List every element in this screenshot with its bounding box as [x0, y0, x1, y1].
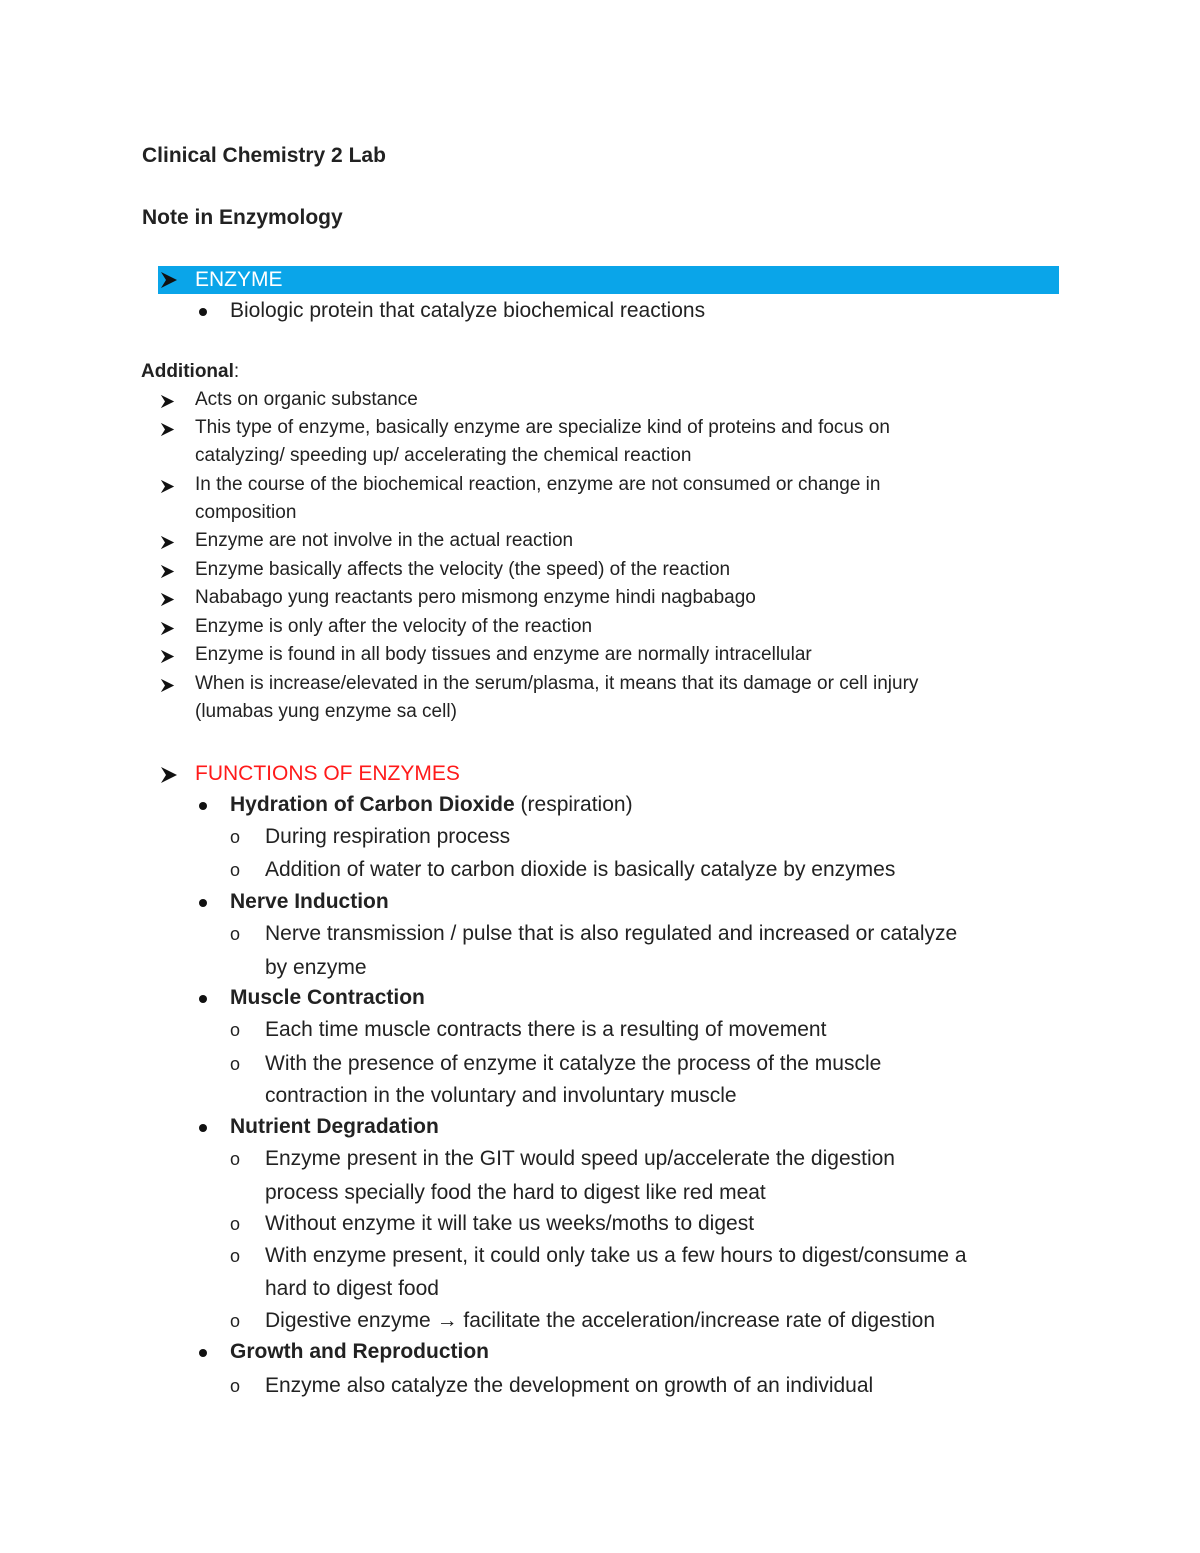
circle-bullet-icon: o — [230, 860, 241, 880]
document-subtitle: Note in Enzymology — [142, 206, 343, 229]
function-sub-item: Each time muscle contracts there is a resulting of movement — [265, 1018, 827, 1041]
function-title: Muscle Contraction — [230, 986, 425, 1009]
function-sub-item-cont: hard to digest food — [265, 1277, 439, 1300]
additional-item-cont: composition — [195, 502, 297, 523]
additional-item: This type of enzyme, basically enzyme are specialize kind of proteins and focus on — [195, 417, 890, 438]
dot-bullet-icon — [199, 995, 207, 1003]
function-title: Nerve Induction — [230, 890, 389, 913]
additional-item: Enzyme basically affects the velocity (the speed) of the reaction — [195, 559, 731, 580]
dot-bullet-icon — [199, 802, 207, 810]
function-sub-item-cont: process specially food the hard to digest like red meat — [265, 1181, 766, 1204]
function-sub-item-cont: by enzyme — [265, 956, 367, 979]
enzyme-heading-highlight — [158, 266, 1059, 294]
additional-item: Acts on organic substance — [195, 389, 418, 410]
function-item — [230, 986, 425, 1010]
additional-item: Nababago yung reactants pero mismong enzyme hindi nagbabago — [195, 587, 756, 608]
function-sub-item: Enzyme also catalyze the development on growth of an individual — [265, 1374, 874, 1397]
additional-item-cont: catalyzing/ speeding up/ accelerating the chemical reaction — [195, 445, 692, 466]
additional-label-text: Additional — [141, 361, 234, 382]
circle-bullet-icon: o — [230, 1311, 241, 1331]
function-suffix: (respiration) — [514, 793, 633, 816]
dot-bullet-icon — [199, 899, 207, 907]
functions-heading: FUNCTIONS OF ENZYMES — [195, 762, 460, 785]
circle-bullet-icon: o — [230, 1214, 241, 1234]
circle-bullet-icon: o — [230, 1246, 241, 1266]
additional-item: When is increase/elevated in the serum/plasma, it means that its damage or cell injury — [195, 673, 919, 694]
additional-item: In the course of the biochemical reaction, enzyme are not consumed or change in — [195, 474, 881, 495]
dot-bullet-icon — [199, 1349, 207, 1357]
additional-item: Enzyme are not involve in the actual reaction — [195, 530, 574, 551]
document-title: Clinical Chemistry 2 Lab — [142, 144, 386, 167]
function-sub-item: Enzyme present in the GIT would speed up/accelerate the digestion — [265, 1147, 895, 1170]
additional-label-colon: : — [233, 361, 240, 382]
function-sub-item — [265, 1309, 935, 1333]
dot-bullet-icon — [199, 308, 207, 316]
function-item — [230, 1340, 489, 1364]
additional-item: Enzyme is only after the velocity of the reaction — [195, 616, 593, 637]
function-title: Nutrient Degradation — [230, 1115, 439, 1138]
function-item — [230, 1115, 439, 1139]
function-sub-item: With the presence of enzyme it catalyze the process of the muscle — [265, 1052, 882, 1075]
circle-bullet-icon: o — [230, 1020, 241, 1040]
circle-bullet-icon: o — [230, 1054, 241, 1074]
function-title: Growth and Reproduction — [230, 1340, 489, 1363]
circle-bullet-icon: o — [230, 1376, 241, 1396]
function-sub-item: Nerve transmission / pulse that is also regulated and increased or catalyze — [265, 922, 958, 945]
function-sub-item: Addition of water to carbon dioxide is basically catalyze by enzymes — [265, 858, 896, 881]
function-sub-item: Without enzyme it will take us weeks/moths to digest — [265, 1212, 755, 1235]
enzyme-heading: ENZYME — [195, 268, 283, 291]
function-sub-item-cont: contraction in the voluntary and involuntary muscle — [265, 1084, 737, 1107]
circle-bullet-icon: o — [230, 924, 241, 944]
additional-item: Enzyme is found in all body tissues and enzyme are normally intracellular — [195, 644, 812, 665]
function-sub-text: Digestive enzyme — [265, 1309, 431, 1332]
enzyme-definition: Biologic protein that catalyze biochemical reactions — [230, 299, 706, 322]
function-sub-item: During respiration process — [265, 825, 511, 848]
function-sub-text: facilitate the acceleration/increase rate of digestion — [463, 1309, 936, 1332]
additional-label — [141, 361, 239, 383]
circle-bullet-icon: o — [230, 827, 241, 847]
function-item — [230, 793, 633, 817]
additional-item-cont: (lumabas yung enzyme sa cell) — [195, 701, 457, 722]
function-item — [230, 890, 389, 914]
dot-bullet-icon — [199, 1124, 207, 1132]
right-arrow-icon: → — [436, 1309, 458, 1332]
circle-bullet-icon: o — [230, 1149, 241, 1169]
function-sub-item: With enzyme present, it could only take us a few hours to digest/consume a — [265, 1244, 967, 1267]
function-title: Hydration of Carbon Dioxide — [230, 793, 515, 816]
